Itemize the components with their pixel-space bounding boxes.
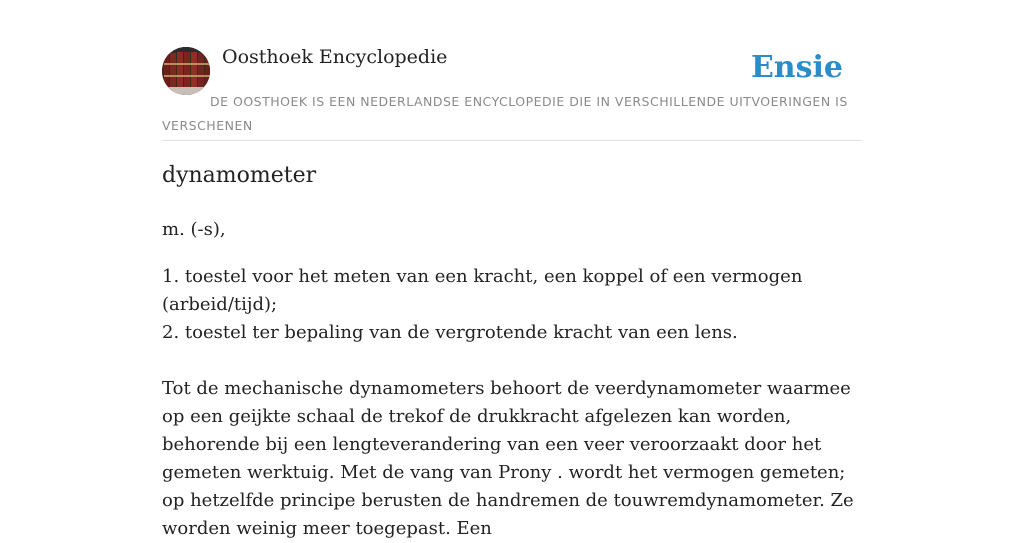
entry-body-text: Tot de mechanische dynamometers behoort de veerdynamometer waarmee op een geijkte schaal de trekof de drukkracht afgelezen kan worden, behorende bij een lengteverandering van een veer veroorzaakt door het gemeten werktuig. Met de vang van Prony . wordt het vermogen gemeten; op hetzelfde principe berusten de handremen de touwremdynamometer. Ze worden weinig meer toegepast. Een <box>162 378 854 539</box>
page-container <box>162 0 862 539</box>
site-tagline: DE OOSTHOEK IS EEN NEDERLANDSE ENCYCLOPEDIE DIE IN VERSCHILLENDE UITVOERINGEN IS VERSCHENEN <box>162 94 848 133</box>
encyclopedia-books-avatar[interactable] <box>162 47 210 95</box>
ensie-brand-logo[interactable]: Ensie <box>750 50 843 85</box>
definition-list <box>162 263 862 347</box>
entry-grammar: m. (-s), <box>162 219 226 240</box>
entry-title: dynamometer <box>162 163 317 188</box>
site-header <box>162 0 862 141</box>
site-title[interactable]: Oosthoek Encyclopedie <box>222 46 448 68</box>
definition-item: 2. toestel ter bepaling van de vergrotende kracht van een lens. <box>162 322 738 343</box>
definition-item: 1. toestel voor het meten van een kracht, een koppel of een vermogen (arbeid/tijd); <box>162 266 803 315</box>
